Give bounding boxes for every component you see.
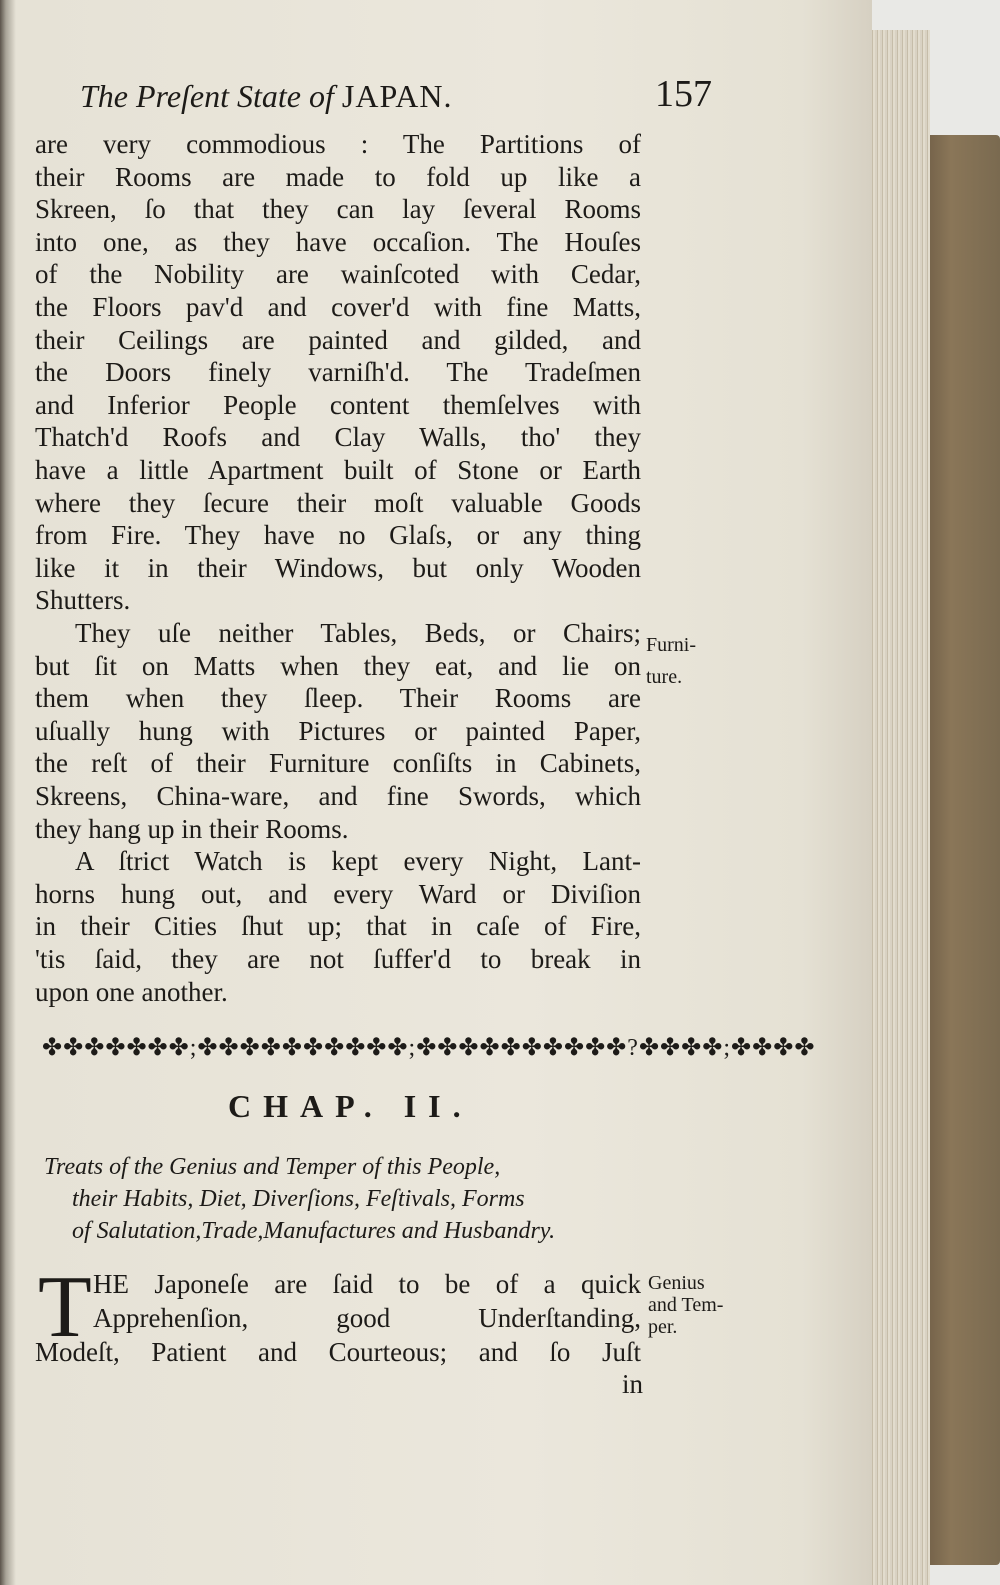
page-number: 157 — [655, 73, 712, 115]
side-note-line: per. — [648, 1316, 678, 1338]
chapter-heading: CHAP. II. — [228, 1088, 473, 1124]
body-line: the reſt of their Furniture conſiſts in Cabinets, — [35, 748, 641, 779]
body-line: their Rooms are made to fold up like a — [35, 161, 641, 192]
body-line: are very commodious : The Partitions of — [35, 129, 641, 159]
body-line: their Ceilings are painted and gilded, and — [35, 324, 641, 355]
side-note-line: and Tem- — [648, 1294, 724, 1316]
body-line: horns hung out, and every Ward or Diviſion — [35, 878, 641, 909]
body-line: have a little Apartment built of Stone or Earth — [35, 455, 641, 485]
body-line: A ſtrict Watch is kept every Night, Lant- — [75, 846, 641, 877]
body-line: where they ſecure their moſt valuable Goods — [35, 487, 641, 518]
body-line: into one, as they have occaſion. The Houſes — [35, 226, 641, 257]
chapter-summary-line: Treats of the Genius and Temper of this People, — [44, 1154, 501, 1180]
body-line: the Floors pav'd and cover'd with fine Matts, — [35, 292, 641, 322]
ornament-divider: ✤✤✤✤✤✤✤;✤✤✤✤✤✤✤✤✤✤;✤✤✤✤✤✤✤✤✤✤?✤✤✤✤;✤✤✤✤ — [42, 1035, 816, 1061]
body-line: Thatch'd Roofs and Clay Walls, tho' they — [35, 422, 641, 453]
chapter-summary-line: of Salutation,Trade,Manufactures and Husbandry. — [72, 1218, 556, 1244]
body-line: Modeſt, Patient and Courteous; and ſo Juſt — [35, 1337, 641, 1367]
body-line: upon one another. — [35, 976, 228, 1007]
side-note-furniture — [646, 634, 696, 688]
body-line: uſually hung with Pictures or painted Paper, — [35, 715, 641, 746]
body-line: they hang up in their Rooms. — [35, 813, 349, 844]
catchword: in — [622, 1369, 644, 1399]
body-line: 'tis ſaid, they are not ſuffer'd to break in — [35, 944, 641, 974]
body-line: them when they ſleep. Their Rooms are — [35, 683, 641, 714]
body-line: Apprehenſion, good Underſtanding, — [93, 1303, 641, 1333]
body-line: and Inferior People content themſelves with — [35, 389, 641, 420]
chapter-summary-line: their Habits, Diet, Diverſions, Feſtivals, Forms — [72, 1186, 525, 1212]
body-line: from Fire. They have no Glaſs, or any thing — [35, 520, 641, 551]
body-line: but ſit on Matts when they eat, and lie on — [35, 650, 641, 681]
drop-cap: T — [38, 1259, 92, 1356]
side-note-genius — [648, 1272, 723, 1338]
header-title-caps: JAPAN. — [341, 78, 453, 114]
body-line: the Doors finely varniſh'd. The Tradeſmen — [35, 357, 641, 388]
side-note-line: Genius — [648, 1272, 705, 1294]
book-cover — [918, 135, 1000, 1565]
side-note-line: Furni- — [646, 634, 696, 656]
body-line: Skreen, ſo that they can lay ſeveral Rooms — [35, 194, 641, 225]
header-title: The Preſent State of — [80, 78, 334, 114]
body-line: of the Nobility are wainſcoted with Cedar, — [35, 259, 641, 290]
body-line: HE Japoneſe are ſaid to be of a quick — [93, 1269, 641, 1299]
body-line: Skreens, China-ware, and fine Swords, which — [35, 781, 641, 811]
body-line: Shutters. — [35, 585, 131, 616]
body-line: They uſe neither Tables, Beds, or Chairs; — [75, 618, 641, 648]
body-line: like it in their Windows, but only Wooden — [35, 552, 641, 583]
body-line: in their Cities ſhut up; that in caſe of Fire, — [35, 911, 641, 942]
side-note-line: ture. — [646, 666, 683, 688]
running-header — [80, 78, 453, 115]
